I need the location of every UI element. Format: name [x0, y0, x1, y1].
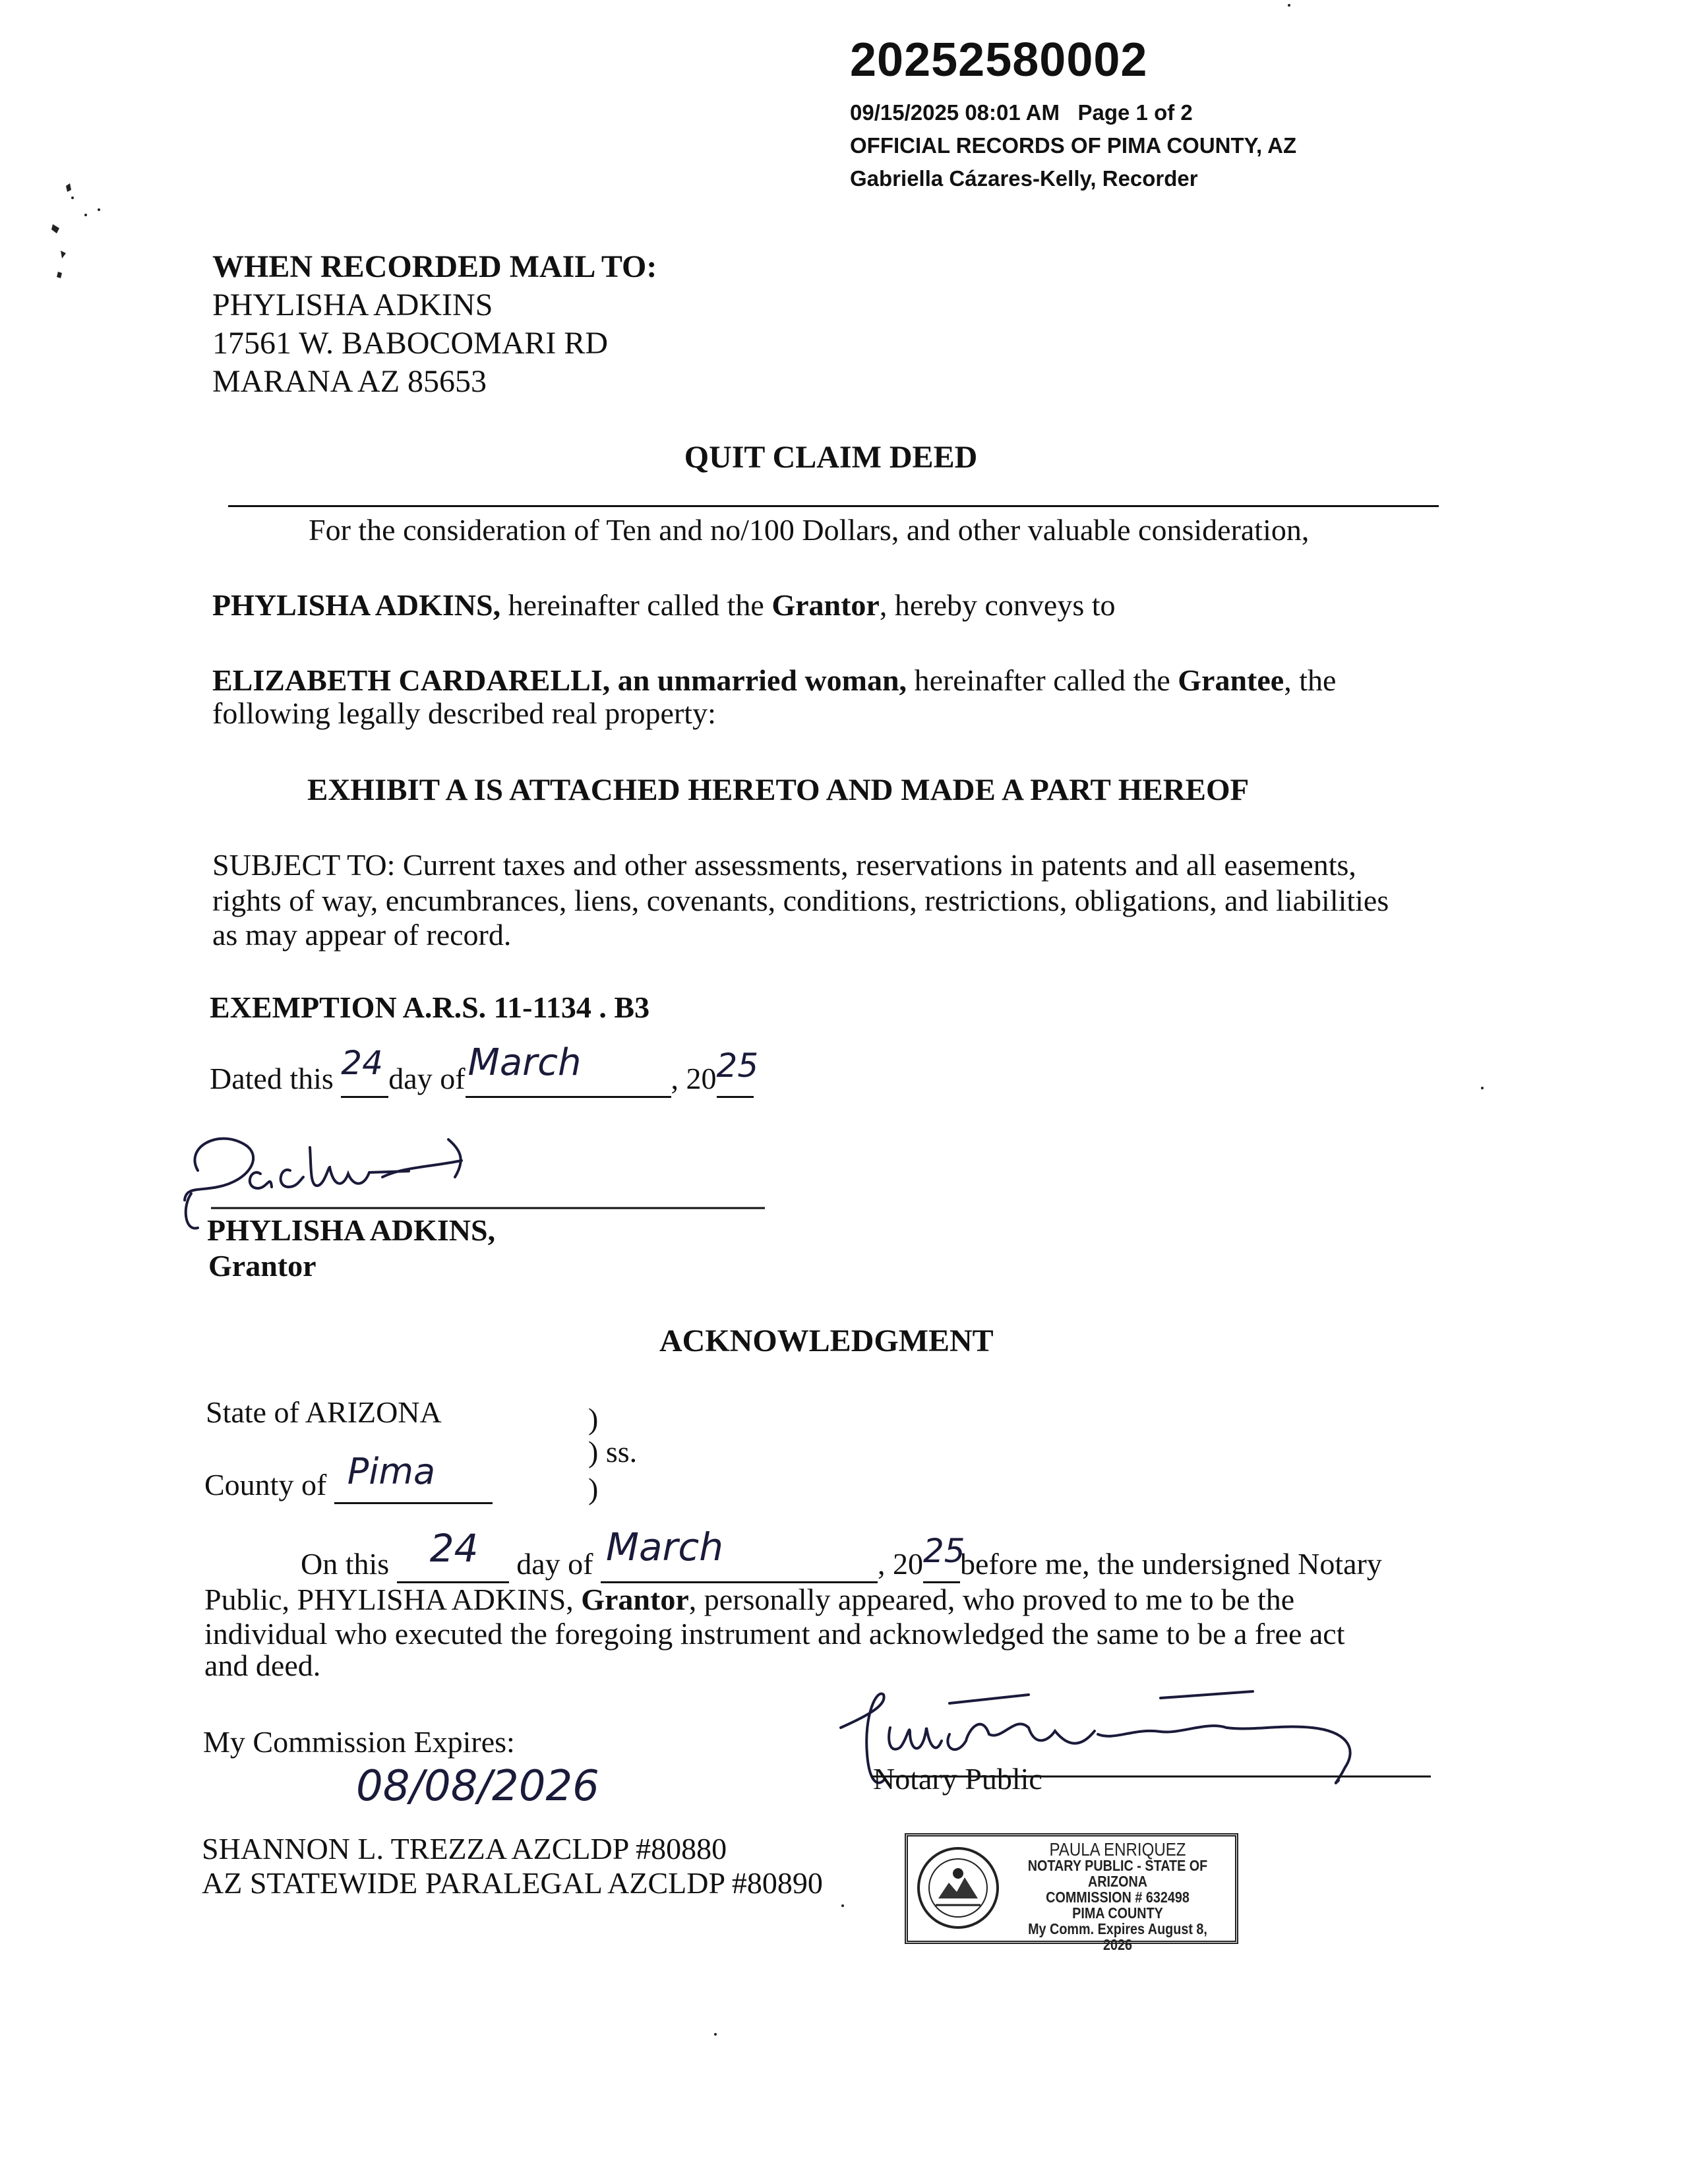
subject-line-2: rights of way, encumbrances, liens, covenants, conditions, restrictions, obligations, and liabilities [212, 884, 1389, 917]
grantor-clause-end: , hereby conveys to [879, 588, 1116, 622]
subject-line-3: as may appear of record. [212, 918, 512, 952]
recording-number: 20252580002 [850, 34, 1148, 86]
ack-after-year: before me, the undersigned Notary [959, 1547, 1382, 1581]
recording-datetime: 09/15/2025 08:01 AM [850, 100, 1060, 125]
state-label: State of ARIZONA [206, 1395, 442, 1429]
recording-recorder: Gabriella Cázares-Kelly, Recorder [850, 166, 1198, 191]
commission-label: My Commission Expires: [203, 1725, 515, 1759]
stamp-line-1: PAULA ENRIQUEZ [1049, 1839, 1186, 1860]
grantor-printed-name [199, 1213, 495, 1248]
grantor-clause-mid: hereinafter called the [500, 588, 772, 622]
grantee-label: Grantee [1178, 663, 1284, 697]
notary-stamp [905, 1833, 1238, 1953]
county-handwriting: Pima [347, 1451, 436, 1492]
county-prefix: County of [204, 1468, 334, 1502]
dated-prefix: Dated this [210, 1062, 342, 1095]
ack-line-4: and deed. [204, 1649, 321, 1682]
mail-to-name: PHYLISHA ADKINS [212, 288, 493, 322]
ack-on-this: On this [301, 1547, 397, 1581]
recording-page-info: Page 1 of 2 [1077, 100, 1193, 125]
ack-line-1 [301, 1525, 1382, 1583]
stamp-line-5: My Comm. Expires August 8, 2026 [1028, 1920, 1207, 1953]
ack-line-3: individual who executed the foregoing instrument and acknowledged the same to be a free act [204, 1617, 1345, 1651]
grantor-clause [212, 588, 1116, 622]
dated-month-field [466, 1041, 671, 1098]
dated-line [210, 1041, 759, 1098]
dated-year-field [716, 1046, 759, 1098]
dated-year-handwriting: 25 [716, 1046, 759, 1085]
dated-year-prefix: , 20 [671, 1062, 717, 1095]
mail-to-city: MARANA AZ 85653 [212, 364, 487, 399]
county-field [334, 1451, 493, 1504]
ack-month-handwriting: March [605, 1525, 724, 1569]
ack-month-field [601, 1525, 878, 1583]
ack-year-handwriting: 25 [922, 1532, 965, 1570]
commission-handwriting: 08/08/2026 [356, 1762, 599, 1811]
exemption-line: EXEMPTION A.R.S. 11-1134 . B3 [210, 990, 650, 1024]
grantor-sig-name: PHYLISHA ADKINS, [207, 1213, 496, 1247]
dated-mid: day of [388, 1062, 466, 1095]
grantor-sig-role: Grantor [208, 1249, 316, 1283]
grantee-name: ELIZABETH CARDARELLI, an unmarried woman, [212, 663, 907, 697]
grantee-line2: following legally described real property: [212, 696, 716, 730]
deed-title: QUIT CLAIM DEED [684, 440, 978, 475]
consideration-text: For the consideration of Ten and no/100 Dollars, and other valuable consideration, [309, 513, 1310, 547]
exhibit-statement: EXHIBIT A IS ATTACHED HERETO AND MADE A PART HEREOF [307, 773, 1250, 807]
ack-day-of: day of [508, 1547, 601, 1581]
mail-to-heading: WHEN RECORDED MAIL TO: [212, 249, 657, 284]
stamp-line-4: PIMA COUNTY [1072, 1904, 1163, 1922]
ack-day-handwriting: 24 [429, 1526, 479, 1571]
stamp-line-2: NOTARY PUBLIC - STATE OF ARIZONA [1027, 1857, 1208, 1890]
ack-line-2-grantor: Grantor [581, 1583, 689, 1616]
venue-paren-2: ) [588, 1472, 599, 1505]
preparer-line-1: SHANNON L. TREZZA AZCLDP #80880 [202, 1832, 727, 1866]
grantor-name: PHYLISHA ADKINS, [212, 588, 501, 622]
ack-line-2 [204, 1583, 1294, 1617]
venue-paren-1: ) [588, 1402, 599, 1436]
notary-stamp-text [1020, 1839, 1215, 1953]
venue-ss: ) ss. [588, 1435, 638, 1469]
notary-public-label: Notary Public [873, 1762, 1042, 1796]
ack-year-field [922, 1532, 965, 1583]
acknowledgment-title: ACKNOWLEDGMENT [659, 1323, 994, 1358]
preparer-line-2: AZ STATEWIDE PARALEGAL AZCLDP #80890 [202, 1866, 823, 1900]
ack-line-2c: , personally appeared, who proved to me to be the [688, 1583, 1295, 1616]
recording-datetime-line [850, 100, 1193, 125]
subject-line-1: SUBJECT TO: Current taxes and other assessments, reservations in patents and all easements, [212, 848, 1356, 882]
ack-year-prefix: , 20 [877, 1547, 923, 1581]
recording-office: OFFICIAL RECORDS OF PIMA COUNTY, AZ [850, 133, 1297, 158]
grantee-clause [212, 663, 1336, 698]
ack-line-2a: Public, PHYLISHA ADKINS, [204, 1583, 582, 1616]
mail-to-street: 17561 W. BABOCOMARI RD [212, 326, 609, 361]
title-rule [228, 505, 1439, 507]
grantee-clause-end: , the [1284, 663, 1337, 697]
stamp-line-3: COMMISSION # 632498 [1046, 1889, 1190, 1906]
county-line [204, 1451, 493, 1504]
arizona-seal-icon [916, 1846, 1000, 1930]
ack-day-field [397, 1526, 509, 1583]
grantor-label: Grantor [771, 588, 880, 622]
mail-to-block [212, 248, 657, 401]
dated-month-handwriting: March [467, 1041, 582, 1084]
dated-day-handwriting: 24 [341, 1044, 383, 1082]
dated-day-field [341, 1044, 388, 1098]
grantee-clause-mid: hereinafter called the [907, 663, 1178, 697]
